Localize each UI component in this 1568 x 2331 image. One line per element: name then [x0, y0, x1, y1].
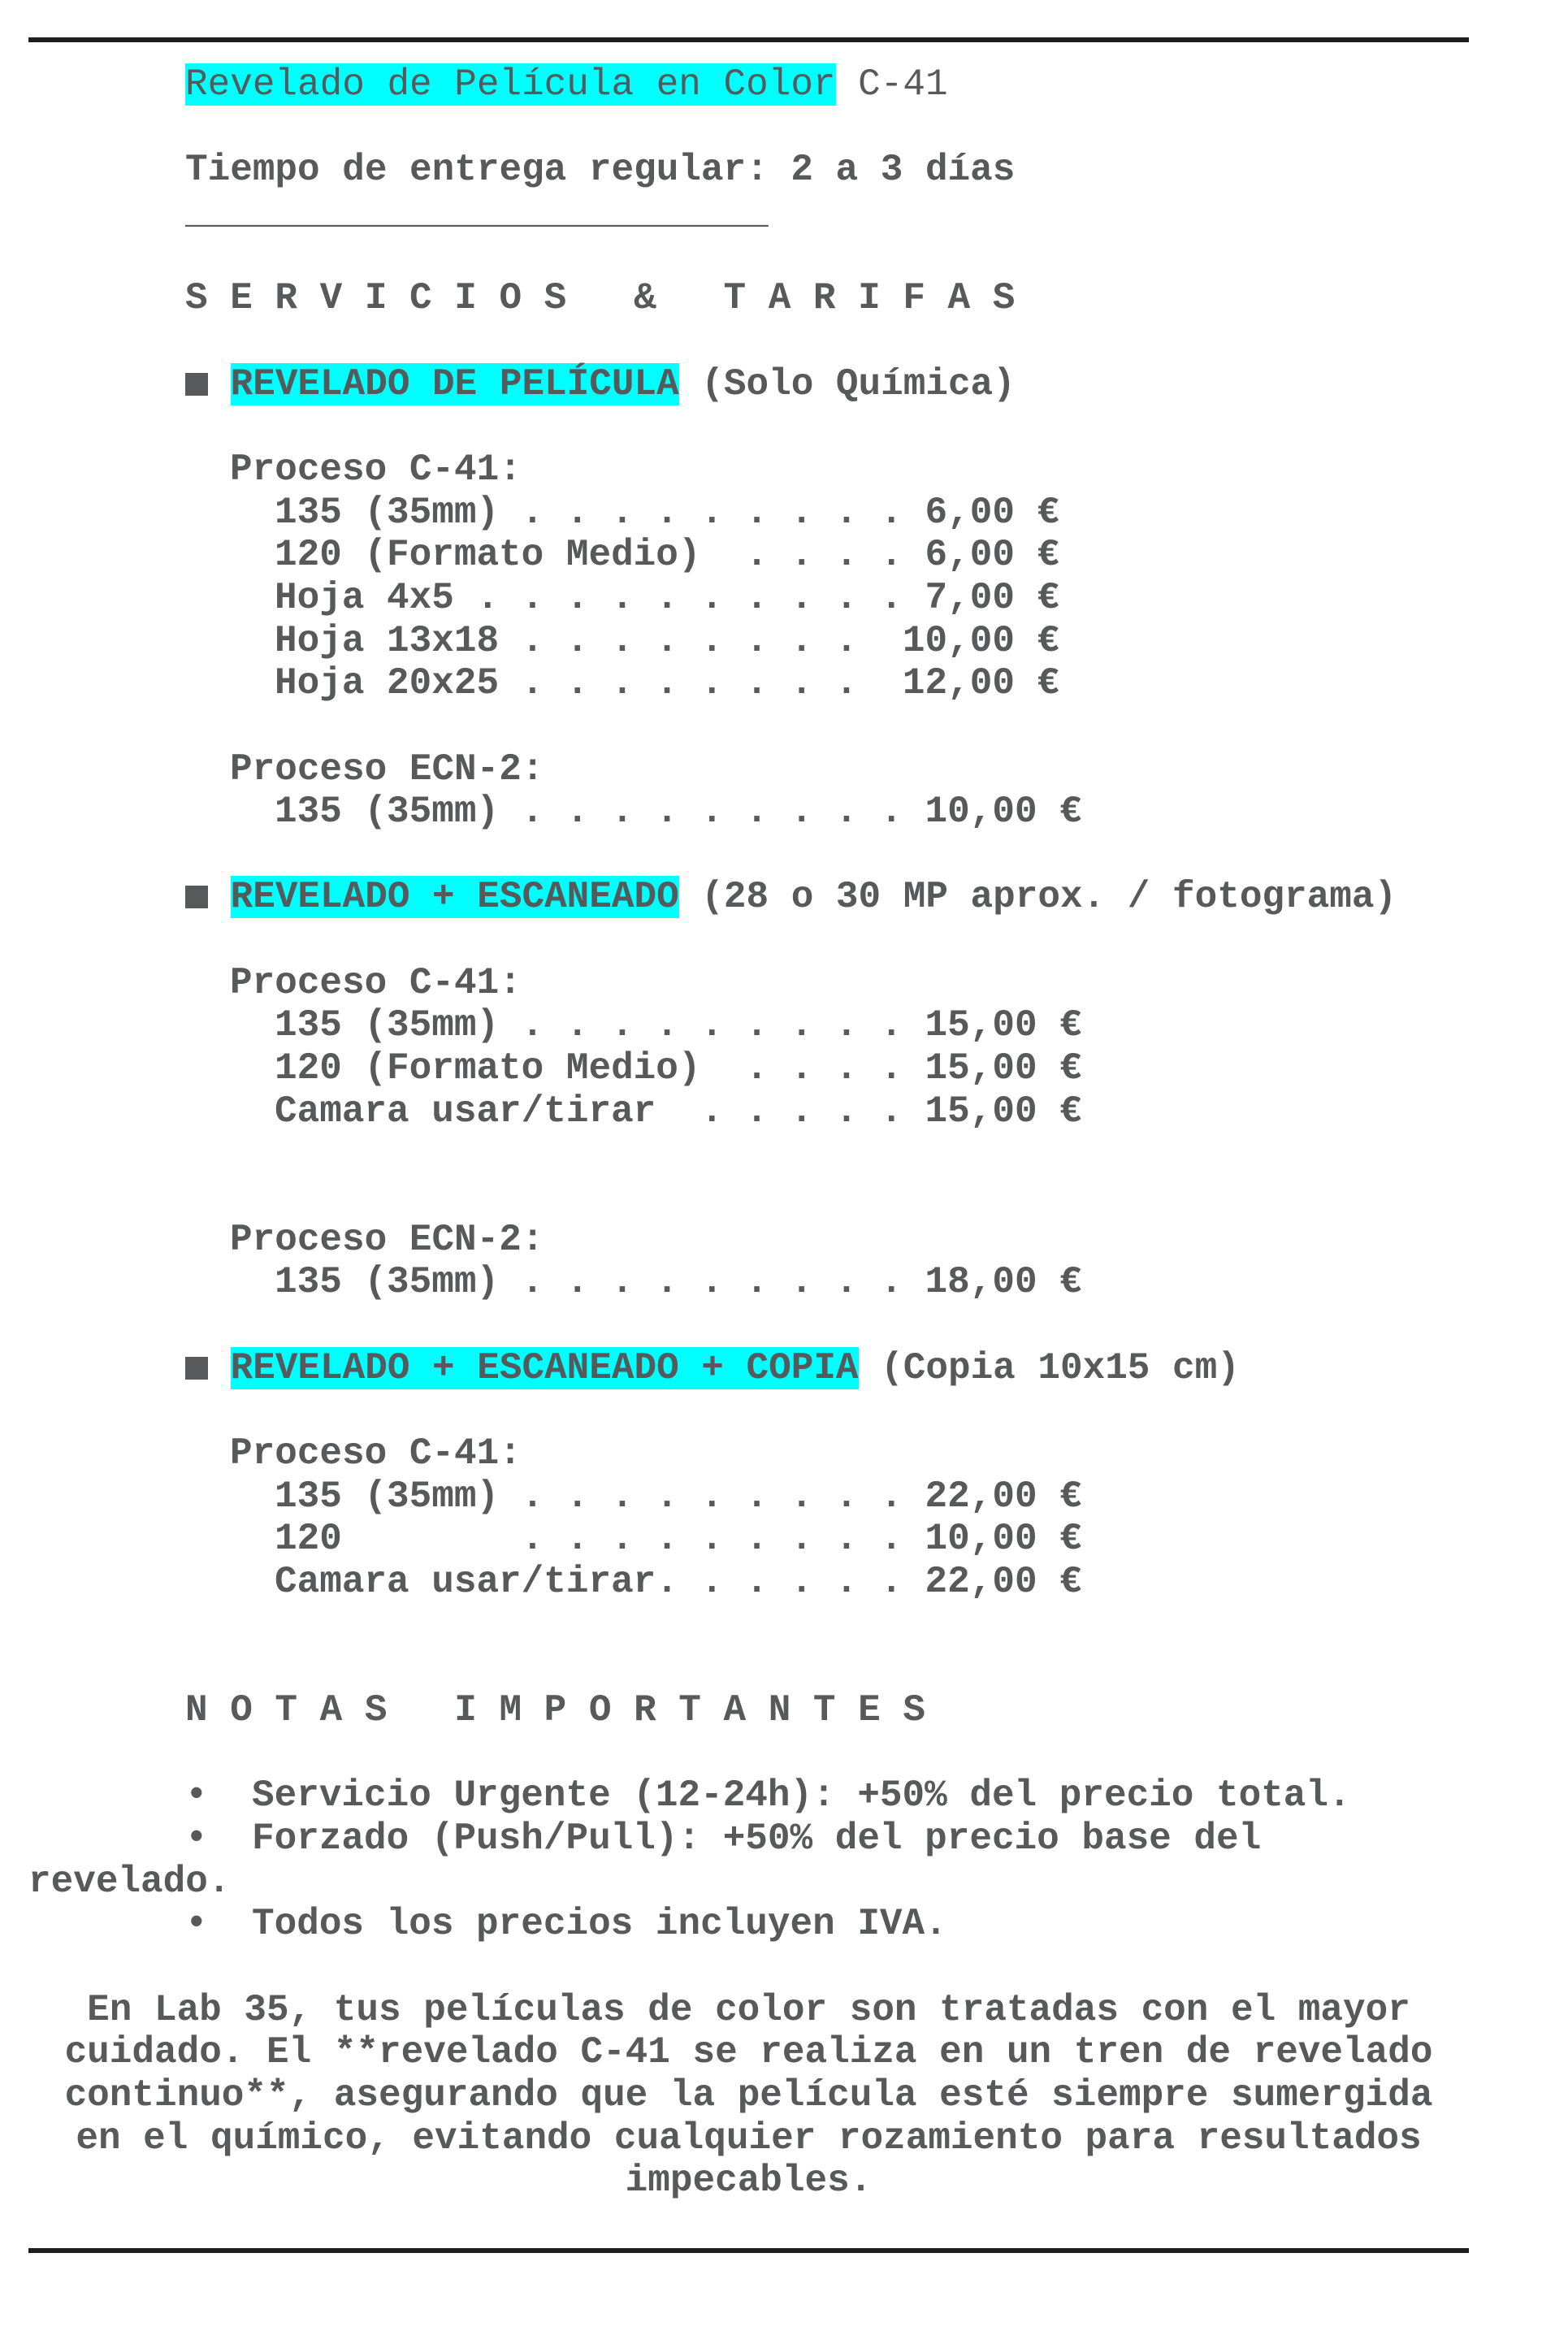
price-row: 120 (Formato Medio) . . . . 6,00 €: [275, 534, 1060, 577]
price-list-document: [28, 63, 1469, 2203]
title-process: C-41: [835, 63, 948, 106]
top-rule: [28, 37, 1469, 42]
process-label: Proceso C-41:: [230, 961, 522, 1004]
section-heading-escaneado: [28, 876, 1469, 919]
price-row: 135 (35mm) . . . . . . . . . 15,00 €: [275, 1004, 1082, 1047]
note-wrap: revelado.: [28, 1860, 231, 1903]
note-text: Todos los precios incluyen IVA.: [252, 1903, 947, 1946]
price-row: 135 (35mm) . . . . . . . . . 10,00 €: [275, 791, 1082, 834]
price-row: Hoja 4x5 . . . . . . . . . . 7,00 €: [275, 576, 1060, 619]
process-label: Proceso C-41:: [230, 448, 522, 491]
title-highlight: Revelado de Película en Color: [185, 63, 836, 106]
section-subtitle: (Copia 10x15 cm): [858, 1346, 1240, 1389]
price-row: 135 (35mm) . . . . . . . . . 18,00 €: [275, 1261, 1082, 1304]
closing-paragraph-line: cuidado. El **revelado C-41 se realiza en un tren de revelado: [64, 2031, 1433, 2074]
note-text: Forzado (Push/Pull): +50% del precio base del: [252, 1817, 1262, 1860]
section-title: REVELADO DE PELÍCULA: [230, 362, 679, 405]
services-heading: S E R V I C I O S & T A R I F A S: [185, 277, 1016, 320]
note-text: Servicio Urgente (12-24h): +50% del precio total.: [252, 1774, 1351, 1818]
separator-line: __________________________: [185, 191, 769, 234]
section-title: REVELADO + ESCANEADO + COPIA: [230, 1346, 859, 1389]
bottom-rule: [28, 2248, 1469, 2253]
price-row: Camara usar/tirar. . . . . . 22,00 €: [275, 1560, 1082, 1603]
page-title: [28, 63, 1469, 106]
note-item: [28, 1818, 1469, 1861]
process-label: Proceso ECN-2:: [230, 1218, 544, 1261]
section-heading-revelado: [28, 363, 1469, 406]
note-item: [28, 1774, 1469, 1818]
process-label: Proceso ECN-2:: [230, 747, 544, 791]
square-bullet-icon: [185, 886, 208, 908]
section-subtitle: (Solo Química): [678, 362, 1016, 405]
price-row: Hoja 13x18 . . . . . . . . 10,00 €: [275, 619, 1060, 662]
process-label: Proceso C-41:: [230, 1432, 522, 1475]
price-row: 135 (35mm) . . . . . . . . . 6,00 €: [275, 491, 1060, 534]
notes-heading: N O T A S I M P O R T A N T E S: [185, 1688, 925, 1731]
price-row: Camara usar/tirar . . . . . 15,00 €: [275, 1090, 1082, 1133]
bullet-icon: •: [185, 1817, 208, 1860]
bullet-icon: •: [185, 1774, 208, 1818]
section-heading-copia: [28, 1347, 1469, 1390]
bullet-icon: •: [185, 1903, 208, 1946]
square-bullet-icon: [185, 1357, 208, 1380]
closing-paragraph-line: continuo**, asegurando que la película esté siempre sumergida: [64, 2073, 1433, 2117]
note-item: [28, 1903, 1469, 1946]
section-subtitle: (28 o 30 MP aprox. / fotograma): [678, 876, 1397, 919]
square-bullet-icon: [185, 373, 208, 396]
closing-paragraph-line: impecables.: [625, 2160, 873, 2203]
price-row: Hoja 20x25 . . . . . . . . 12,00 €: [275, 662, 1060, 705]
section-title: REVELADO + ESCANEADO: [230, 876, 679, 919]
price-row: 120 (Formato Medio) . . . . 15,00 €: [275, 1047, 1082, 1090]
closing-paragraph-line: en el químico, evitando cualquier rozamiento para resultados: [76, 2117, 1422, 2160]
closing-paragraph-line: En Lab 35, tus películas de color son tratadas con el mayor: [87, 1988, 1410, 2031]
price-row: 120 . . . . . . . . . 10,00 €: [275, 1518, 1082, 1561]
price-row: 135 (35mm) . . . . . . . . . 22,00 €: [275, 1475, 1082, 1518]
delivery-time: Tiempo de entrega regular: 2 a 3 días: [185, 149, 1016, 192]
